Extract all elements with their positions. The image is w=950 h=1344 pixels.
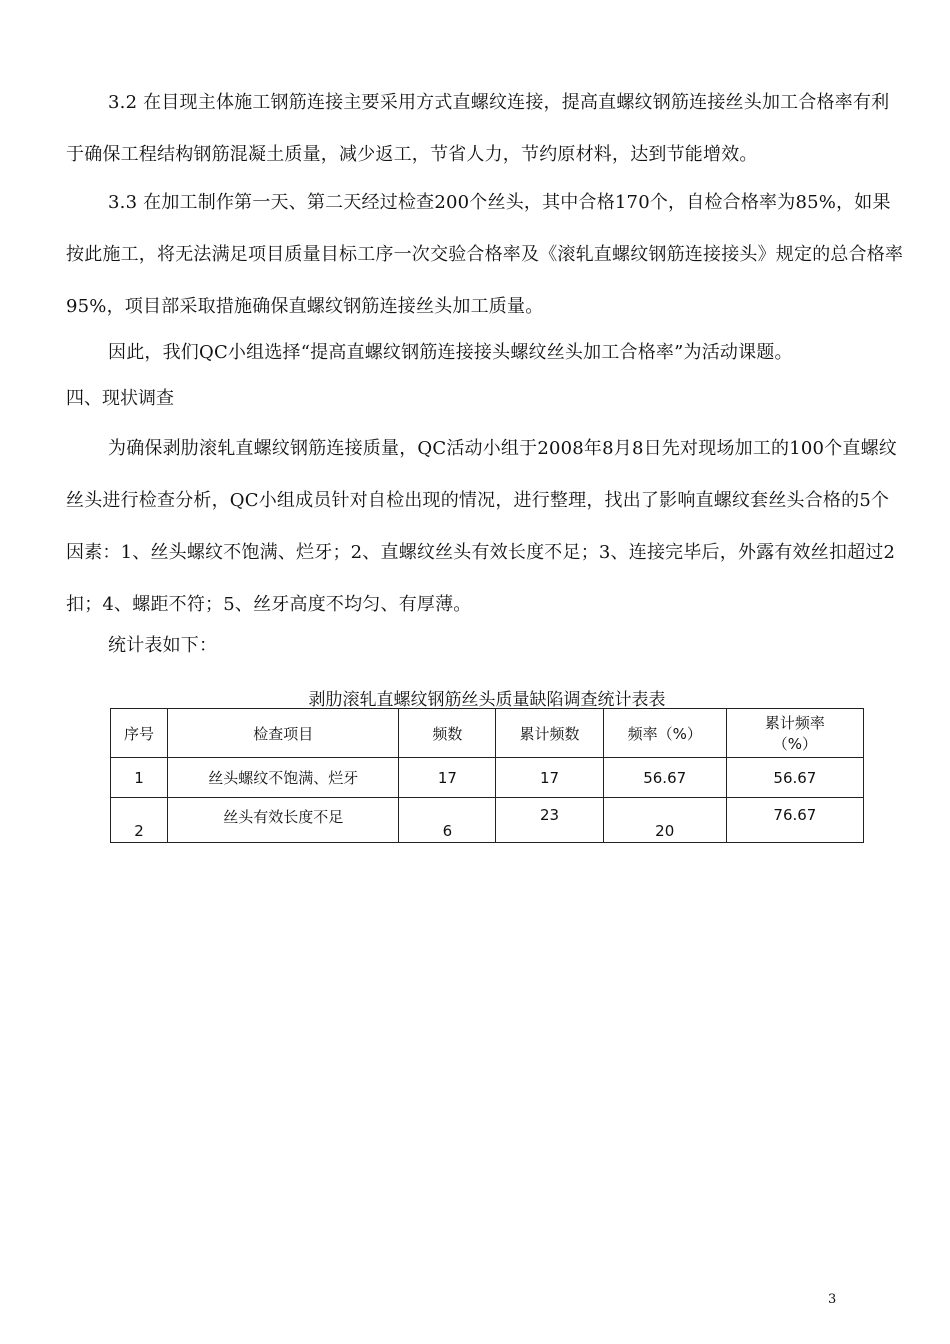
paragraph-therefore: 因此，我们QC小组选择“提高直螺纹钢筋连接接头螺纹丝头加工合格率”为活动课题。 [108,342,793,363]
cell-index: 2 [111,798,168,843]
cell-cumulative-rate: 76.67 [726,798,863,843]
section-heading-status-survey: 四、现状调查 [66,388,174,409]
defect-statistics-table [110,708,864,843]
cell-rate: 56.67 [603,758,726,798]
header-rate: 频率（%） [603,709,726,758]
cell-item: 丝头螺纹不饱满、烂牙 [168,758,399,798]
cell-index: 1 [111,758,168,798]
paragraph-survey: 为确保剥肋滚轧直螺纹钢筋连接质量，QC活动小组于2008年8月8日先对现场加工的100个直螺纹丝头进行检查分析，QC小组成员针对自检出现的情况，进行整理，找出了影响直螺纹套丝头合格的5个因素：1、丝头螺纹不饱满、烂牙；2、直螺纹丝头有效长度不足；3、连接完毕后，外露有效丝扣超过2扣；4、螺距不符；5、丝牙高度不均匀、有厚薄。 [66,438,897,615]
header-cumulative-frequency: 累计频数 [496,709,603,758]
table-header-row [111,709,864,758]
paragraph-3-3: 3.3 在加工制作第一天、第二天经过检查200个丝头，其中合格170个，自检合格率为85%，如果按此施工，将无法满足项目质量目标工序一次交验合格率及《滚轧直螺纹钢筋连接接头》规定的总合格率95%，项目部采取措施确保直螺纹钢筋连接丝头加工质量。 [66,192,904,317]
cell-cumulative-frequency: 17 [496,758,603,798]
cell-cumulative-rate: 56.67 [726,758,863,798]
header-cumulative-rate-line2: （%） [772,735,818,753]
header-item: 检查项目 [168,709,399,758]
cell-frequency: 17 [399,758,496,798]
page-number: 3 [828,1292,837,1307]
cell-cumulative-frequency: 23 [496,798,603,843]
header-index: 序号 [111,709,168,758]
header-frequency: 频数 [399,709,496,758]
paragraph-3-2: 3.2 在目现主体施工钢筋连接主要采用方式直螺纹连接，提高直螺纹钢筋连接丝头加工合格率有利于确保工程结构钢筋混凝土质量，减少返工，节省人力，节约原材料，达到节能增效。 [66,92,890,165]
paragraph-table-intro: 统计表如下： [108,635,218,656]
header-cumulative-rate-line1: 累计频率 [764,714,825,732]
cell-rate: 20 [603,798,726,843]
header-cumulative-rate [726,709,863,758]
table-title: 剥肋滚轧直螺纹钢筋丝头质量缺陷调查统计表表 [308,690,666,710]
cell-frequency: 6 [399,798,496,843]
table-row [111,758,864,798]
table-row [111,798,864,843]
cell-item: 丝头有效长度不足 [168,798,399,843]
